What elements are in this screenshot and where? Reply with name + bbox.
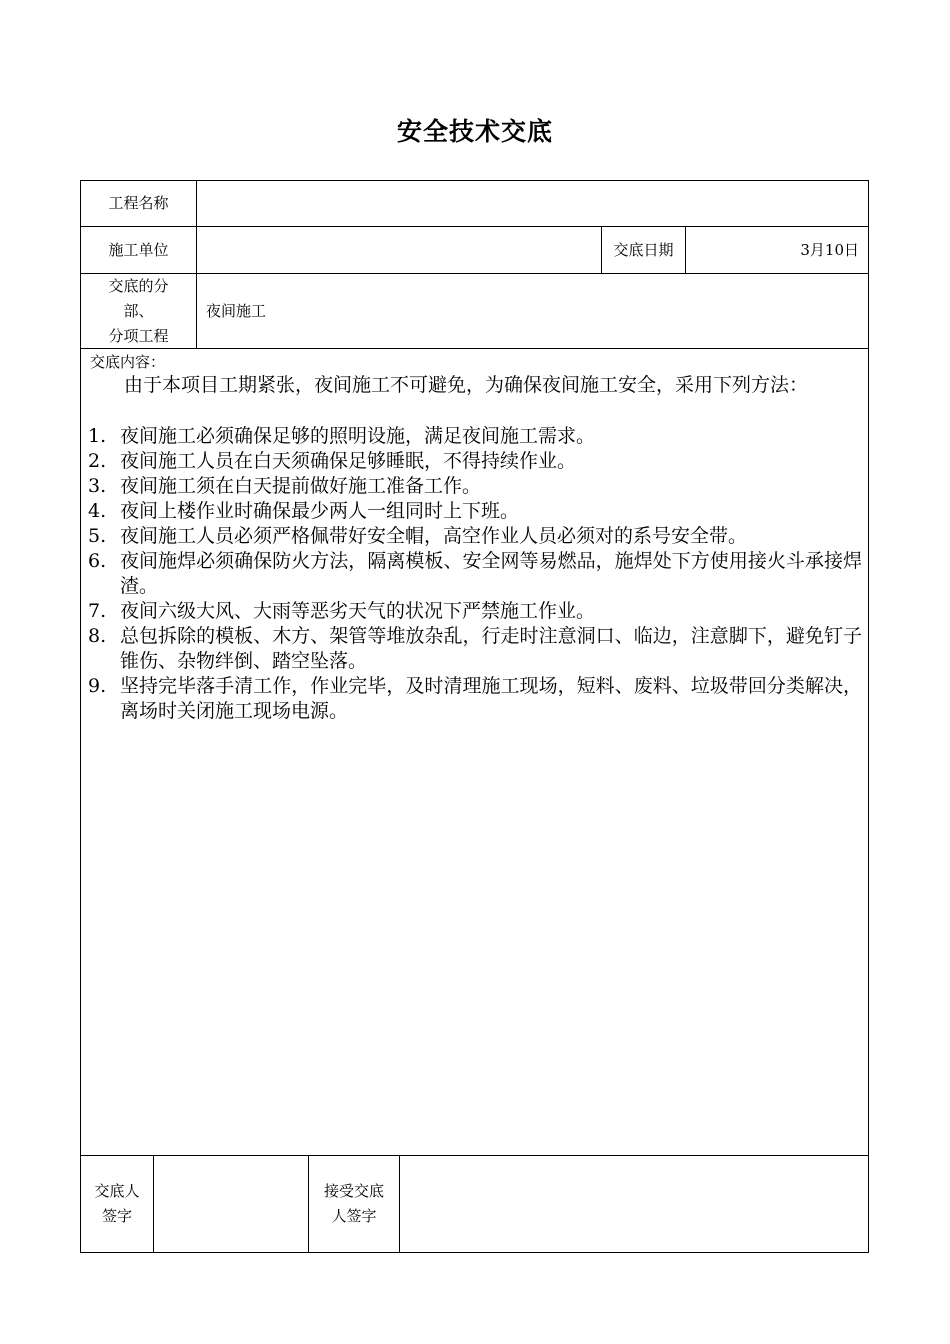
list-item-number: 6. (88, 550, 107, 572)
subdivision-label (81, 274, 196, 348)
receiver-sign-label (309, 1156, 399, 1252)
disclosure-date-value: 3月10日 (800, 240, 859, 259)
column-divider (196, 180, 197, 348)
giver-sign-label (81, 1156, 153, 1252)
document-title: 安全技术交底 (396, 117, 553, 146)
content-label: 交底内容： (90, 353, 166, 371)
subdivision-label-line2: 部、 (123, 301, 154, 320)
list-item (88, 424, 862, 449)
row-divider (80, 348, 869, 349)
subdivision-label-line1: 交底的分 (108, 276, 169, 295)
list-item-text: 坚持完毕落手清工作，作业完毕，及时清理施工现场，短料、废料、垃圾带回分类解决，离场时关闭施工现场电源。 (120, 675, 862, 722)
list-item (88, 524, 862, 549)
list-item-text: 夜间上楼作业时确保最少两人一组同时上下班。 (120, 500, 520, 522)
list-item-number: 7. (88, 600, 107, 622)
list-item-text: 夜间施焊必须确保防火方法，隔离模板、安全网等易燃品，施焊处下方使用接火斗承接焊渣。 (120, 550, 862, 597)
receiver-sign-label-line2: 人签字 (331, 1207, 377, 1225)
list-item (88, 599, 862, 624)
list-item-number: 4. (88, 500, 107, 522)
list-item-text: 夜间施工人员在白天须确保足够睡眠，不得持续作业。 (120, 450, 577, 472)
list-item (88, 549, 862, 599)
list-item (88, 624, 862, 674)
project-name-value[interactable] (206, 181, 861, 226)
subdivision-value: 夜间施工 (206, 301, 267, 320)
list-item-number: 9. (88, 675, 107, 697)
list-item-text: 夜间施工须在白天提前做好施工准备工作。 (120, 475, 482, 497)
giver-sign-label-line2: 签字 (101, 1207, 132, 1225)
disclosure-date-label: 交底日期 (613, 240, 674, 259)
project-name-label: 工程名称 (108, 194, 169, 212)
list-item (88, 474, 862, 499)
list-item-text: 夜间六级大风、大雨等恶劣天气的状况下严禁施工作业。 (120, 600, 596, 622)
receiver-signature-field[interactable] (400, 1156, 868, 1252)
list-item-number: 3. (88, 475, 107, 497)
giver-sign-label-line1: 交底人 (94, 1182, 140, 1200)
list-item (88, 449, 862, 474)
list-item (88, 499, 862, 524)
measures-list (88, 424, 862, 724)
construction-unit-label: 施工单位 (108, 240, 169, 259)
content-intro: 由于本项目工期紧张，夜间施工不可避免，为确保夜间施工安全，采用下列方法： (124, 374, 809, 396)
receiver-sign-label-line1: 接受交底 (323, 1182, 384, 1200)
list-item-number: 2. (88, 450, 107, 472)
list-item-text: 总包拆除的模板、木方、架管等堆放杂乱，行走时注意洞口、临边，注意脚下，避免钉子锥伤、杂物绊倒、踏空坠落。 (120, 625, 862, 672)
list-item (88, 674, 862, 724)
list-item-text: 夜间施工人员必须严格佩带好安全帽，高空作业人员必须对的系号安全带。 (120, 525, 748, 547)
list-item-number: 5. (88, 525, 107, 547)
list-item-number: 8. (88, 625, 107, 647)
list-item-text: 夜间施工必须确保足够的照明设施，满足夜间施工需求。 (120, 425, 596, 447)
giver-signature-field[interactable] (154, 1156, 308, 1252)
construction-unit-value[interactable] (206, 227, 596, 273)
list-item-number: 1. (88, 425, 107, 447)
subdivision-label-line3: 分项工程 (108, 326, 169, 345)
